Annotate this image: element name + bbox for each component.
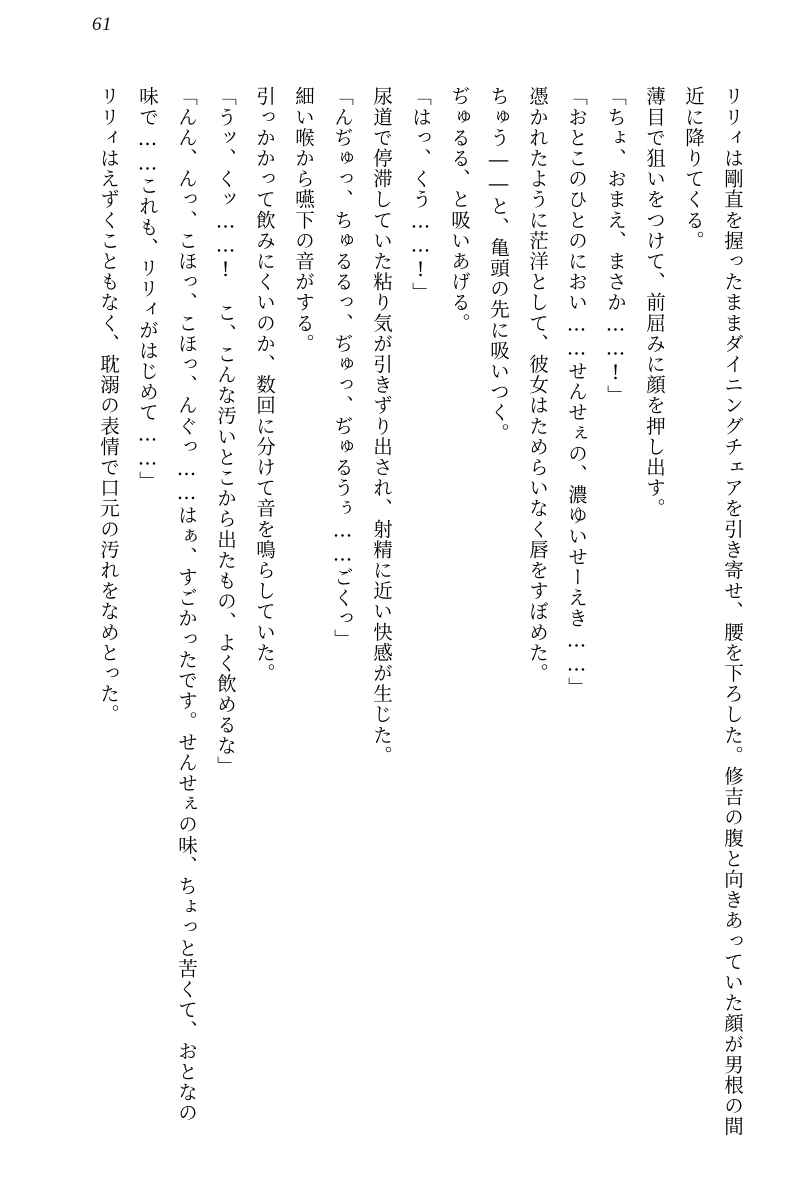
paragraph: 憑かれたように茫洋として、彼女はためらいなく唇をすぼめた。 [526, 86, 549, 684]
paragraph: 「おとこのひとのにおい……せんせぇの、濃ゆいせーえき……」 [565, 86, 588, 698]
paragraph: 「はっ、くう……!」 [409, 86, 432, 303]
paragraph: リリィは剛直を握ったままダイニングチェアを引き寄せ、腰を下ろした。修吉の腹と向きあっていた顔が男根の間近に降りてくる。 [682, 86, 744, 1137]
paragraph: 細い喉から嚥下の音がする。 [292, 86, 315, 354]
paragraph: 「ちょ、おまえ、まさか……!」 [604, 86, 627, 406]
paragraph: 「うッ、くッ……! こ、こんな汚いとこから出たもの、よく飲めるな」 [214, 86, 237, 777]
paragraph: ぢゅるる、と吸いあげる。 [448, 86, 471, 334]
paragraph: 薄目で狙いをつけて、前屈みに顔を押し出す。 [643, 86, 666, 519]
page-text-body [48, 86, 752, 1142]
paragraph: 引っかかって飲みにくいのか、数回に分けて音を鳴らしていた。 [253, 86, 276, 684]
paragraph: ちゅう――と、亀頭の先に吸いつく。 [487, 86, 510, 444]
paragraph: 「んん、んっ、こほっ、こほっ、んぐっ……はぁ、すごかったです。せんせぇの味、ちょっと苦くて、おとなの味で……これも、リリィがはじめて……」 [136, 86, 198, 1123]
paragraph: 尿道で停滞していた粘り気が引きずり出され、射精に近い快感が生じた。 [370, 86, 393, 766]
paragraph: リリィはえずくこともなく、耽溺の表情で口元の汚れをなめとった。 [97, 86, 120, 725]
paragraph: 「んぢゅっ、ちゅるるっ、ぢゅっ、ぢゅるうぅ……ごくっ」 [331, 86, 354, 650]
page-number: 61 [92, 14, 112, 35]
